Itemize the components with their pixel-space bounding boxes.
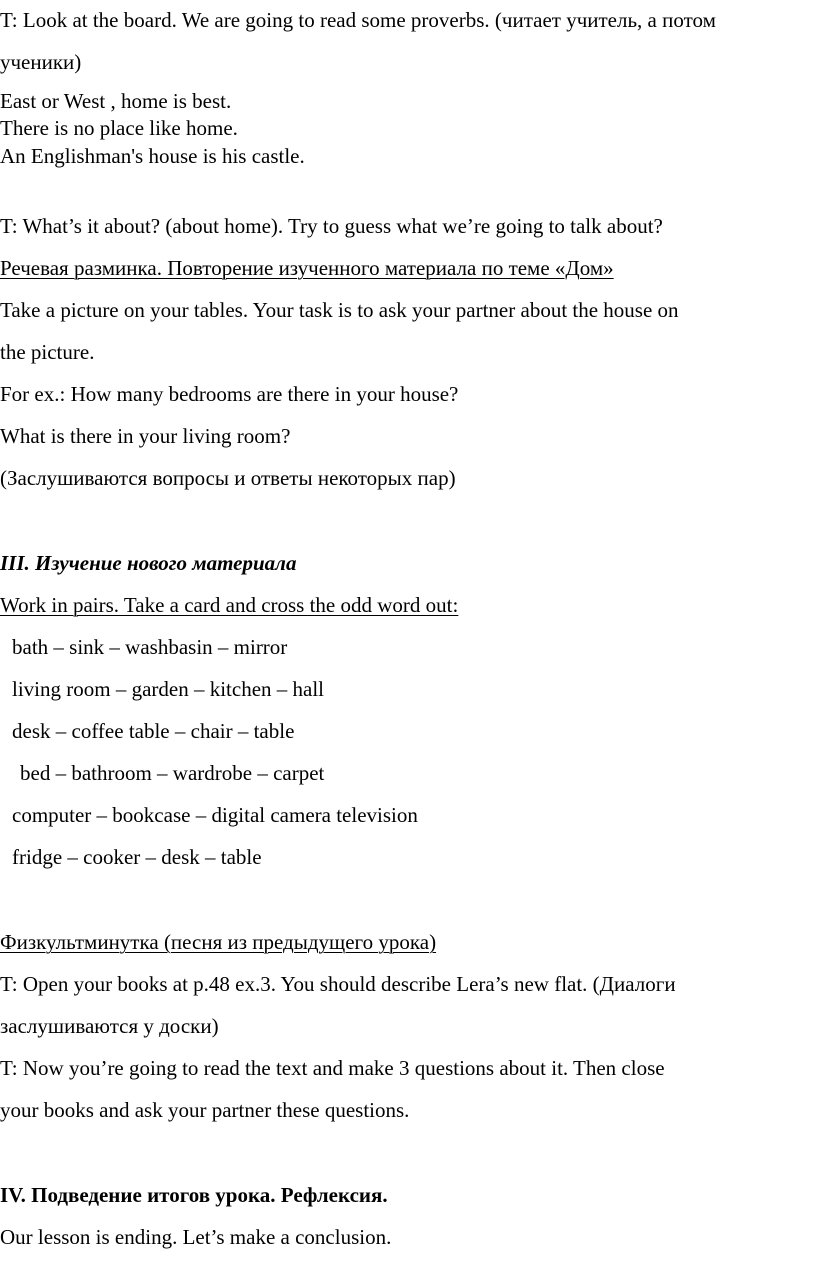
word-row-4: bed – bathroom – wardrobe – carpet [20,761,325,785]
word-row-6: fridge – cooker – desk – table [12,845,262,869]
proverb-3: An Englishman's house is his castle. [0,144,305,168]
word-row-2: living room – garden – kitchen – hall [12,677,325,701]
physical-break-instr-2-line-2: your books and ask your partner these questions. [0,1098,410,1122]
physical-break-heading: Физкультминутка (песня из предыдущего урока) [0,930,437,954]
section3-heading: III. Изучение нового материала [0,551,297,575]
word-row-3: desk – coffee table – chair – table [12,719,295,743]
word-row-1: bath – sink – washbasin – mirror [12,635,288,659]
intro-line-2: ученики) [0,50,82,74]
section4-text: Our lesson is ending. Let’s make a conclusion. [0,1225,392,1249]
section4-heading: IV. Подведение итогов урока. Рефлексия. [0,1183,388,1207]
physical-break-instr-1-line-2: заслушиваются у доски) [0,1014,219,1038]
word-row-5: computer – bookcase – digital camera television [12,803,418,827]
intro-line-1: T: Look at the board. We are going to read some proverbs. (читает учитель, а потом [0,8,716,32]
warmup-heading: Речевая разминка. Повторение изученного материала по теме «Дом» [0,256,614,280]
warmup-task-line-1: Take a picture on your tables. Your task is to ask your partner about the house on [0,298,679,322]
warmup-example-1: For ex.: How many bedrooms are there in your house? [0,382,459,406]
warmup-task-line-2: the picture. [0,340,95,364]
section3-task: Work in pairs. Take a card and cross the odd word out: [0,593,459,617]
warmup-note: (Заслушиваются вопросы и ответы некоторых пар) [0,466,456,490]
proverb-1: East or West , home is best. [0,89,232,113]
question-line: T: What’s it about? (about home). Try to guess what we’re going to talk about? [0,214,663,238]
physical-break-instr-2-line-1: T: Now you’re going to read the text and make 3 questions about it. Then close [0,1056,665,1080]
physical-break-instr-1-line-1: T: Open your books at p.48 ex.3. You should describe Lera’s new flat. (Диалоги [0,972,676,996]
proverb-2: There is no place like home. [0,116,238,140]
warmup-example-2: What is there in your living room? [0,424,291,448]
